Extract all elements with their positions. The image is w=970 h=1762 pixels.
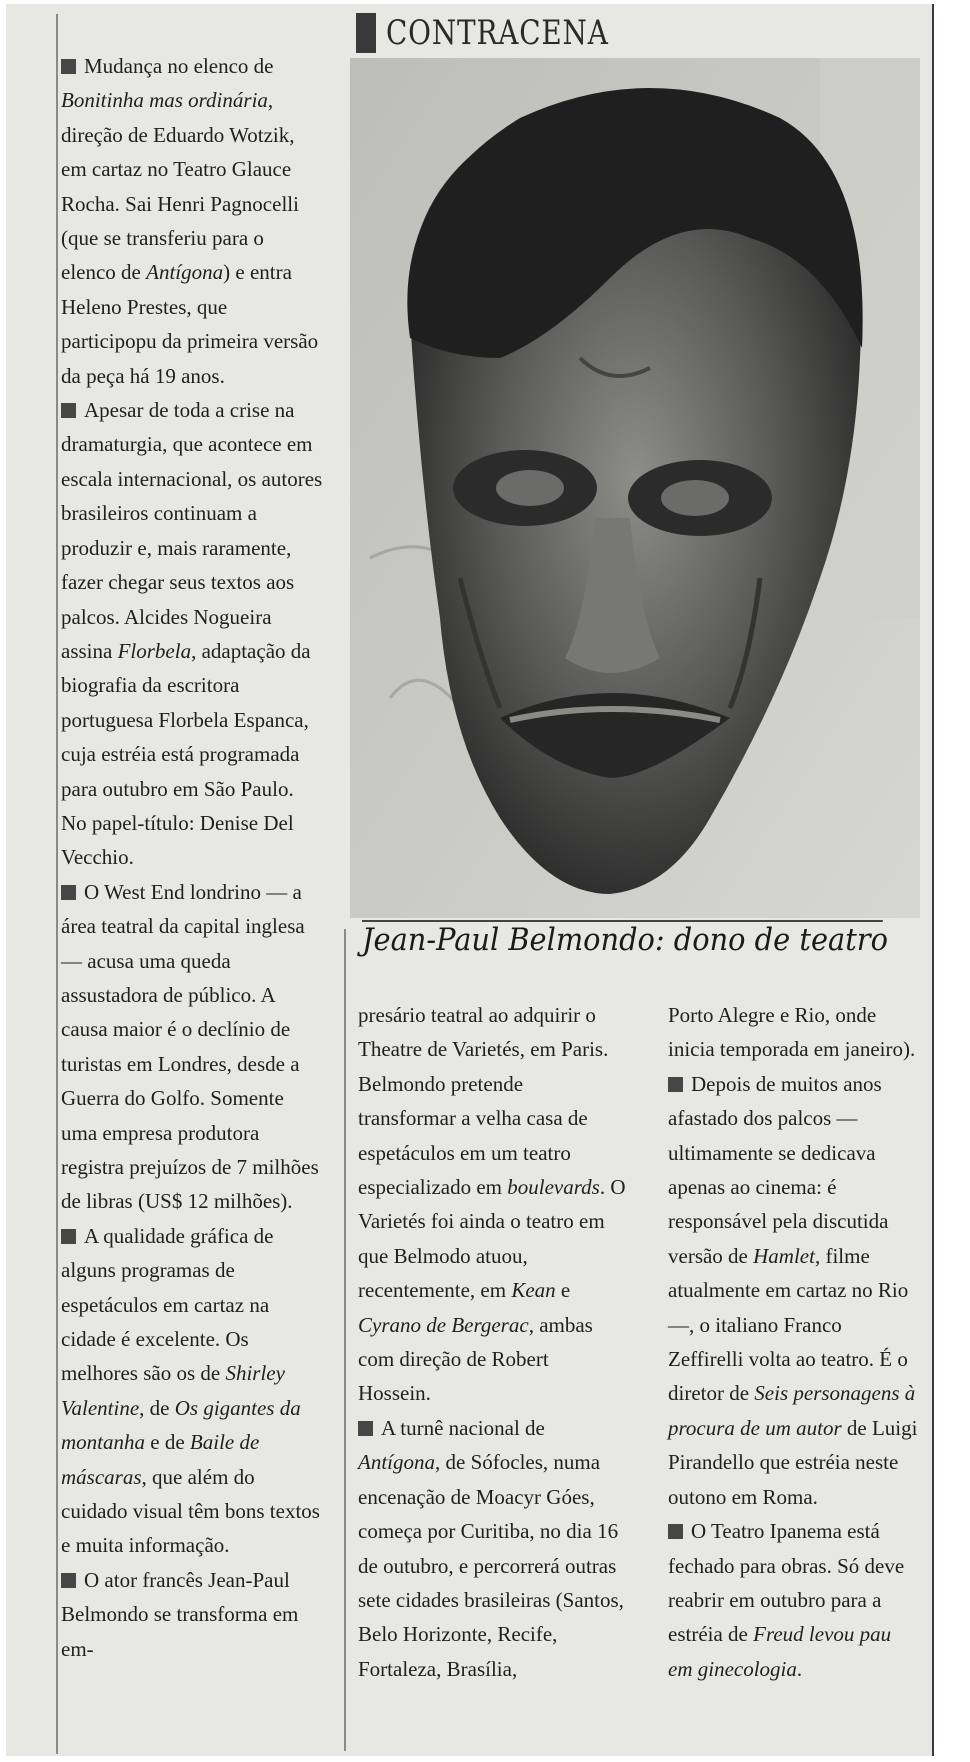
photo-caption: Jean-Paul Belmondo: dono de teatro bbox=[362, 922, 888, 958]
paragraph-bullet-icon bbox=[61, 1573, 76, 1588]
caricature-photo bbox=[350, 58, 920, 918]
paragraph-text: , ambas com direção de Robert Hossein. bbox=[358, 1312, 593, 1406]
italic-title-text: Os gigantes da montanha bbox=[61, 1395, 301, 1455]
section-title: CONTRACENA bbox=[386, 13, 609, 53]
article-paragraph bbox=[61, 49, 323, 393]
paragraph-text: . bbox=[796, 1656, 803, 1681]
italic-title-text: Antígona bbox=[358, 1450, 435, 1475]
paragraph-text: O West End londrino — a área teatral da capital inglesa — acusa uma queda assustadora de público. A causa maior é o declínio de turistas em Londres, desde a Guerra do Golfo. Somente uma empresa produtora registra prejuízos de 7 milhões de libras (US$ 12 milhões). bbox=[61, 879, 319, 1214]
article-paragraph bbox=[61, 393, 323, 875]
italic-title-text: Shirley Valentine bbox=[61, 1361, 285, 1420]
column-right bbox=[668, 998, 918, 1686]
paragraph-text: , de bbox=[139, 1395, 175, 1420]
article-paragraph bbox=[668, 998, 918, 1067]
paragraph-bullet-icon bbox=[61, 885, 76, 900]
italic-title-text: Bonitinha mas ordinária bbox=[61, 88, 268, 113]
article-paragraph bbox=[668, 1067, 918, 1514]
paragraph-text: O Teatro Ipanema está fechado para obras. Só deve reabrir em outubro para a estréia de bbox=[668, 1519, 905, 1647]
section-marker-block bbox=[356, 13, 376, 53]
italic-title-text: Kean bbox=[511, 1278, 556, 1303]
italic-title-text: Antígona bbox=[146, 260, 224, 285]
article-paragraph bbox=[358, 998, 626, 1411]
column-middle bbox=[358, 998, 626, 1686]
newspaper-clipping bbox=[6, 4, 934, 1756]
paragraph-bullet-icon bbox=[668, 1524, 683, 1539]
paragraph-text: , filme atualmente em cartaz no Rio —, o italiano Franco Zeffirelli volta ao teatro. É o diretor de bbox=[668, 1243, 909, 1406]
paragraph-text: Depois de muitos anos afastado dos palcos — ultimamente se dedicava apenas ao cinema: é responsável pela discutida versão de bbox=[668, 1071, 889, 1268]
paragraph-bullet-icon bbox=[61, 59, 76, 74]
paragraph-text: Mudança no elenco de bbox=[84, 54, 274, 78]
italic-title-text: Seis personagens à procura de um autor bbox=[668, 1381, 916, 1440]
paragraph-text: O ator francês Jean-Paul Belmondo se transforma em em- bbox=[61, 1567, 299, 1661]
article-paragraph bbox=[358, 1411, 626, 1686]
paragraph-bullet-icon bbox=[61, 403, 76, 418]
paragraph-text: Porto Alegre e Rio, onde inicia temporada em janeiro). bbox=[668, 1003, 916, 1062]
italic-title-text: Hamlet bbox=[753, 1243, 815, 1268]
italic-title-text: boulevards bbox=[507, 1175, 600, 1200]
paragraph-text: ) e entra Heleno Prestes, que participopu da primeira versão da peça há 19 anos. bbox=[61, 260, 319, 388]
article-paragraph bbox=[61, 1563, 323, 1666]
paragraph-text: , de Sófocles, numa encenação de Moacyr Góes, começa por Curitiba, no dia 16 de outubro, e percorrerá outras sete cidades brasileiras (Santos, Belo Horizonte, Recife, Fortaleza, Brasília, bbox=[358, 1450, 624, 1681]
paragraph-text: e bbox=[555, 1278, 571, 1303]
article-paragraph bbox=[61, 875, 323, 1219]
article-paragraph bbox=[61, 1219, 323, 1563]
paragraph-text: e de bbox=[145, 1430, 190, 1455]
paragraph-bullet-icon bbox=[668, 1077, 683, 1092]
paragraph-text: A turnê nacional de bbox=[381, 1415, 545, 1440]
paragraph-text: Apesar de toda a crise na dramaturgia, que acontece em escala internacional, os autores brasileiros continuam a produzir e, mais raramente, fazer chegar seus textos aos palcos. Alcides Nogueira assina bbox=[61, 398, 323, 663]
column-left bbox=[61, 49, 323, 1666]
paragraph-bullet-icon bbox=[358, 1421, 373, 1436]
italic-title-text: Florbela bbox=[117, 638, 192, 663]
section-header bbox=[356, 10, 658, 56]
paragraph-bullet-icon bbox=[61, 1229, 76, 1244]
italic-title-text: Baile de máscaras bbox=[61, 1430, 260, 1489]
column-rule-bottom bbox=[344, 929, 346, 1751]
paragraph-text: de Luigi Pirandello que estréia neste outono em Roma. bbox=[668, 1415, 918, 1509]
paragraph-text: . O Varietés foi ainda o teatro em que Belmodo atuou, recentemente, em bbox=[358, 1175, 626, 1303]
paragraph-text: presário teatral ao adquirir o Theatre de Varietés, em Paris. Belmondo pretende transformar a velha casa de espetáculos em um teatro especializado em bbox=[358, 1003, 609, 1200]
paragraph-text: , que além do cuidado visual têm bons textos e muita informação. bbox=[61, 1464, 320, 1558]
article-paragraph bbox=[668, 1514, 918, 1686]
column-rule-left bbox=[56, 14, 58, 1754]
paragraph-text: A qualidade gráfica de alguns programas de espetáculos em cartaz na cidade é excelente. Os melhores são os de bbox=[61, 1223, 274, 1386]
paragraph-text: , direção de Eduardo Wotzik, em cartaz no Teatro Glauce Rocha. Sai Henri Pagnocelli (que se transferiu para o elenco de bbox=[61, 88, 299, 285]
paragraph-text: , adaptação da biografia da escritora portuguesa Florbela Espanca, cuja estréia está programada para outubro em São Paulo. No papel-título: Denise Del Vecchio. bbox=[61, 638, 311, 870]
italic-title-text: Cyrano de Bergerac bbox=[358, 1312, 529, 1337]
italic-title-text: Freud levou pau em ginecologia bbox=[668, 1622, 892, 1681]
